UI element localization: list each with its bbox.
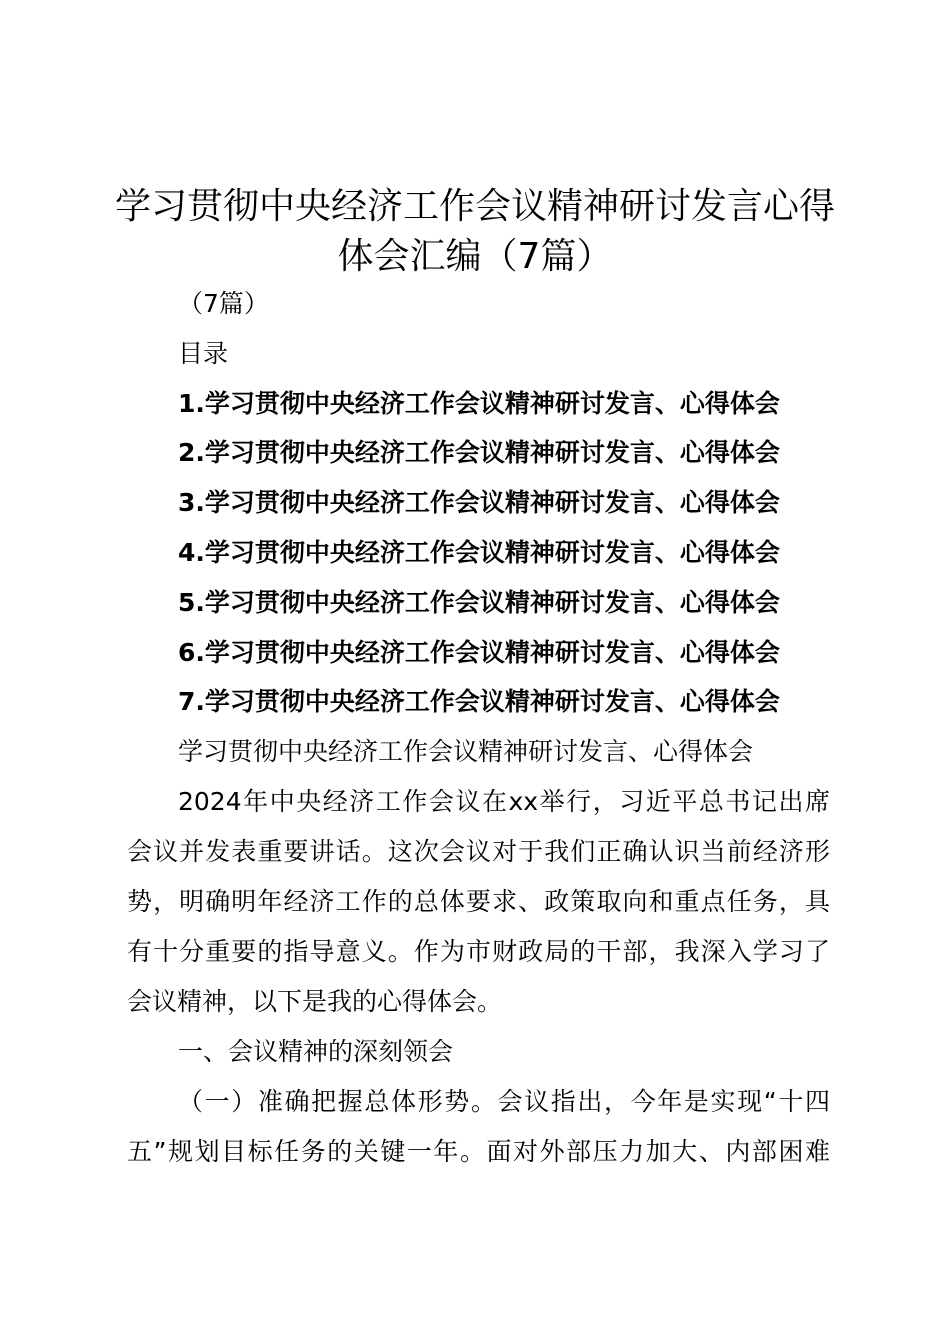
article-heading: 学习贯彻中央经济工作会议精神研讨发言、心得体会 bbox=[178, 737, 754, 766]
document-title-line-1: 学习贯彻中央经济工作会议精神研讨发言心得 bbox=[114, 186, 835, 227]
intro-paragraph-line-3: 势，明确明年经济工作的总体要求、政策取向和重点任务，具 bbox=[127, 887, 830, 916]
toc-item-7[interactable]: 7.学习贯彻中央经济工作会议精神研讨发言、心得体会 bbox=[178, 687, 780, 716]
toc-item-3[interactable]: 3.学习贯彻中央经济工作会议精神研讨发言、心得体会 bbox=[178, 488, 780, 517]
intro-paragraph-line-1: 2024年中央经济工作会议在xx举行，习近平总书记出席 bbox=[178, 787, 830, 816]
section-1-paragraph-line-2: 五”规划目标任务的关键一年。面对外部压力加大、内部困难 bbox=[127, 1137, 830, 1166]
toc-heading: 目录 bbox=[178, 339, 229, 368]
toc-item-1[interactable]: 1.学习贯彻中央经济工作会议精神研讨发言、心得体会 bbox=[178, 389, 780, 418]
toc-item-5[interactable]: 5.学习贯彻中央经济工作会议精神研讨发言、心得体会 bbox=[178, 588, 780, 617]
toc-item-6[interactable]: 6.学习贯彻中央经济工作会议精神研讨发言、心得体会 bbox=[178, 638, 780, 667]
subtitle: （7篇） bbox=[178, 289, 269, 318]
toc-item-2[interactable]: 2.学习贯彻中央经济工作会议精神研讨发言、心得体会 bbox=[178, 438, 780, 467]
section-heading-1: 一、会议精神的深刻领会 bbox=[178, 1037, 454, 1066]
toc-item-4[interactable]: 4.学习贯彻中央经济工作会议精神研讨发言、心得体会 bbox=[178, 538, 780, 567]
section-1-paragraph-line-1: （一）准确把握总体形势。会议指出，今年是实现“十四 bbox=[178, 1087, 830, 1116]
document-title-line-2: 体会汇编（7篇） bbox=[337, 236, 613, 277]
intro-paragraph-line-2: 会议并发表重要讲话。这次会议对于我们正确认识当前经济形 bbox=[127, 837, 830, 866]
intro-paragraph-line-4: 有十分重要的指导意义。作为市财政局的干部，我深入学习了 bbox=[127, 937, 830, 966]
intro-paragraph-line-5: 会议精神，以下是我的心得体会。 bbox=[127, 987, 503, 1016]
